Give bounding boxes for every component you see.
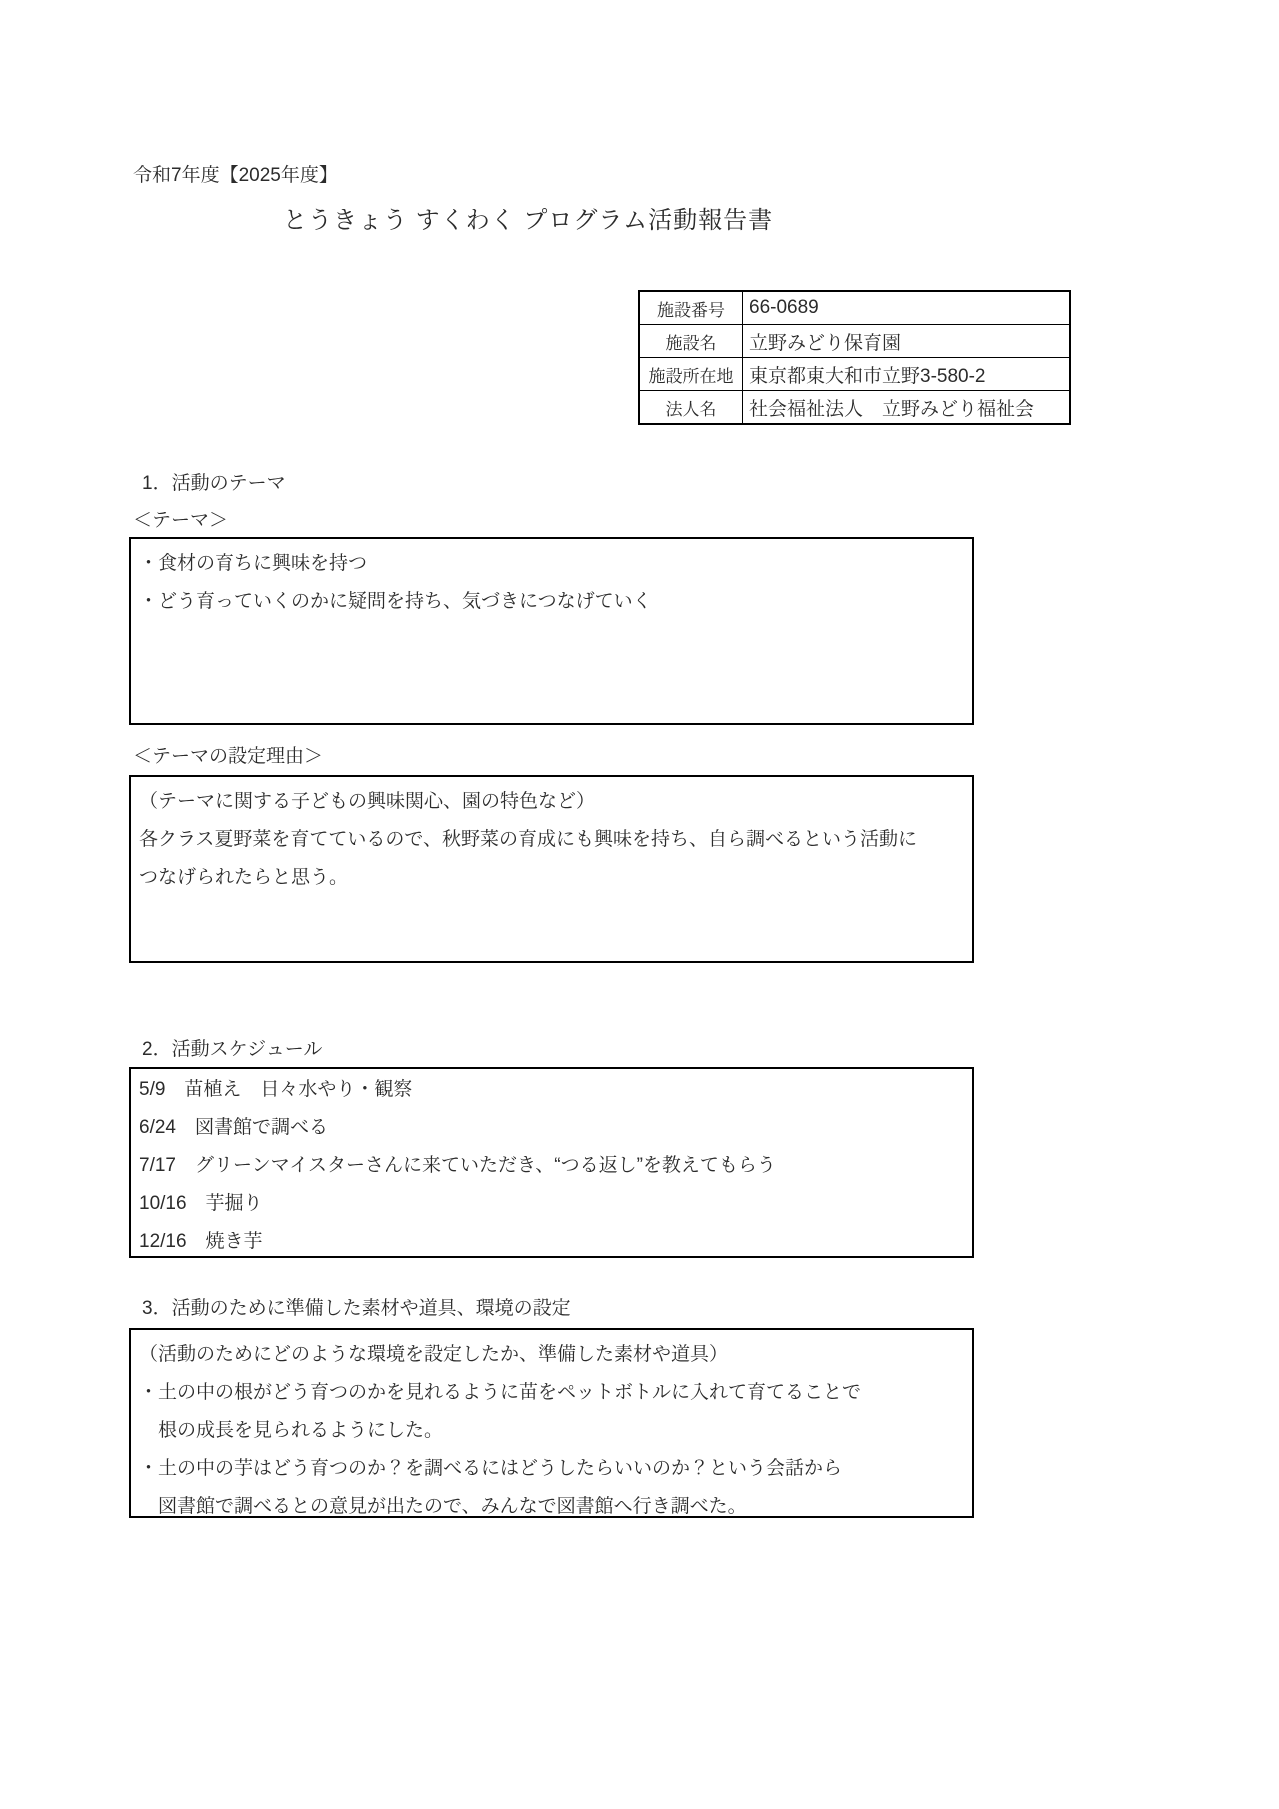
- materials-line-5: 図書館で調べるとの意見が出たので、みんなで図書館へ行き調べた。: [139, 1496, 747, 1517]
- schedule-line-4: 10/16 芋掘り: [139, 1193, 263, 1214]
- table-row-corporation-name: [639, 391, 1070, 425]
- section3-heading: 3．活動のために準備した素材や道具、環境の設定: [142, 1298, 571, 1319]
- facility-name-value: 立野みどり保育園: [743, 325, 1071, 358]
- schedule-line-2: 6/24 図書館で調べる: [139, 1117, 328, 1138]
- materials-environment-box: [129, 1328, 974, 1518]
- theme-line-1: ・食材の育ちに興味を持つ: [139, 553, 368, 574]
- theme-reason-box: [129, 775, 974, 963]
- facility-info-table: [638, 290, 1071, 425]
- materials-line-4: ・土の中の芋はどう育つのか？を調べるにはどうしたらいいのか？という会話から: [139, 1458, 843, 1479]
- section2-heading: 2．活動スケジュール: [142, 1039, 323, 1060]
- schedule-box: [129, 1067, 974, 1258]
- fiscal-year-line: 令和7年度【2025年度】: [133, 165, 338, 186]
- materials-line-3: 根の成長を見られるようにした。: [139, 1420, 444, 1441]
- theme-line-2: ・どう育っていくのかに疑問を持ち、気づきにつなげていく: [139, 591, 652, 612]
- materials-line-1: （活動のためにどのような環境を設定したか、準備した素材や道具）: [139, 1344, 729, 1365]
- table-row-facility-number: [639, 291, 1070, 325]
- corporation-name-value: 社会福祉法人 立野みどり福祉会: [743, 391, 1071, 425]
- facility-address-value: 東京都東大和市立野3-580-2: [743, 358, 1071, 391]
- document-title: とうきょう すくわく プログラム活動報告書: [283, 207, 774, 234]
- section1-heading: 1．活動のテーマ: [142, 473, 286, 494]
- theme-reason-sublabel: ＜テーマの設定理由＞: [133, 746, 324, 767]
- corporation-name-label: 法人名: [639, 391, 743, 425]
- table-row-facility-address: [639, 358, 1070, 391]
- reason-line-2: 各クラス夏野菜を育てているので、秋野菜の育成にも興味を持ち、自ら調べるという活動に: [139, 829, 918, 850]
- facility-number-value: 66-0689: [743, 291, 1071, 325]
- schedule-line-5: 12/16 焼き芋: [139, 1231, 263, 1252]
- reason-line-3: つなげられたらと思う。: [139, 867, 349, 888]
- reason-line-1: （テーマに関する子どもの興味関心、園の特色など）: [139, 791, 596, 812]
- schedule-line-3: 7/17 グリーンマイスターさんに来ていただき、“つる返し”を教えてもらう: [139, 1155, 776, 1176]
- facility-name-label: 施設名: [639, 325, 743, 358]
- facility-address-label: 施設所在地: [639, 358, 743, 391]
- schedule-line-1: 5/9 苗植え 日々水やり・観察: [139, 1079, 413, 1100]
- facility-number-label: 施設番号: [639, 291, 743, 325]
- table-row-facility-name: [639, 325, 1070, 358]
- theme-sublabel: ＜テーマ＞: [133, 510, 229, 531]
- theme-box: [129, 537, 974, 725]
- materials-line-2: ・土の中の根がどう育つのかを見れるように苗をペットボトルに入れて育てることで: [139, 1382, 862, 1403]
